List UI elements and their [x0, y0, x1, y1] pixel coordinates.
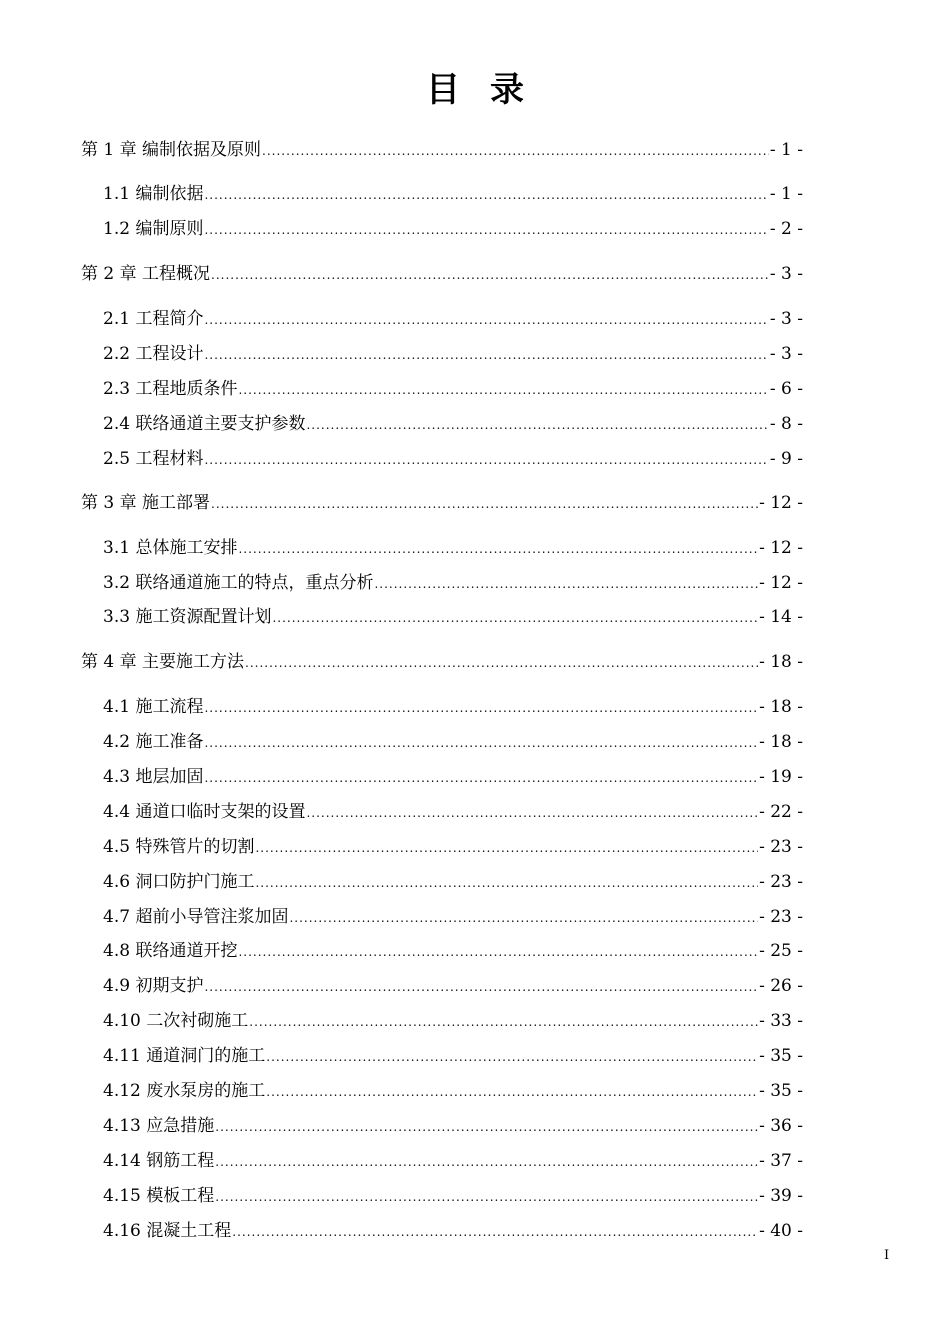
toc-section-entry[interactable] [103, 1045, 803, 1068]
toc-entry-page-number: - 3 - [769, 344, 803, 364]
toc-entry-page-number: - 1 - [769, 184, 803, 204]
toc-entry-page-number: - 26 - [759, 976, 803, 996]
toc-entry-page-number: - 18 - [759, 652, 803, 672]
toc-dot-leader [306, 414, 768, 436]
toc-section-entry[interactable] [103, 537, 803, 560]
toc-entry-label: 4.4 通道口临时支架的设置 [103, 802, 306, 822]
toc-entry-label: 4.10 二次衬砌施工 [103, 1011, 249, 1031]
toc-entry-page-number: - 23 - [759, 837, 803, 857]
toc-chapter-entry[interactable] [81, 651, 803, 674]
toc-entry-label: 4.14 钢筋工程 [103, 1151, 215, 1171]
title-char-2: 录 [490, 70, 524, 110]
toc-dot-leader [249, 1011, 758, 1033]
toc-entry-label: 2.2 工程设计 [103, 344, 204, 364]
page-number-footer: I [884, 1248, 890, 1263]
toc-entry-page-number: - 12 - [759, 573, 803, 593]
toc-entry-page-number: - 12 - [759, 538, 803, 558]
toc-section-entry[interactable] [103, 448, 803, 471]
toc-dot-leader [238, 941, 758, 963]
toc-dot-leader [262, 140, 769, 162]
toc-entry-label: 第 1 章 编制依据及原则 [81, 140, 262, 160]
toc-entry-label: 2.1 工程简介 [103, 309, 204, 329]
toc-entry-page-number: - 18 - [759, 697, 803, 717]
toc-dot-leader [374, 573, 758, 595]
toc-entry-label: 1.1 编制依据 [103, 184, 204, 204]
toc-dot-leader [238, 379, 768, 401]
toc-entry-page-number: - 3 - [769, 309, 803, 329]
toc-entry-label: 2.5 工程材料 [103, 449, 204, 469]
toc-entry-label: 第 3 章 施工部署 [81, 493, 211, 513]
toc-section-entry[interactable] [103, 836, 803, 859]
toc-entry-label: 4.11 通道洞门的施工 [103, 1046, 266, 1066]
toc-section-entry[interactable] [103, 1010, 803, 1033]
toc-entry-label: 4.13 应急措施 [103, 1116, 215, 1136]
toc-section-entry[interactable] [103, 606, 803, 629]
toc-dot-leader [238, 538, 758, 560]
toc-entry-label: 4.12 废水泵房的施工 [103, 1081, 266, 1101]
toc-dot-leader [204, 344, 768, 366]
toc-entry-label: 3.2 联络通道施工的特点，重点分析 [103, 573, 374, 593]
toc-dot-leader [204, 219, 768, 241]
toc-entry-page-number: - 25 - [759, 941, 803, 961]
toc-entry-page-number: - 33 - [759, 1011, 803, 1031]
toc-entry-label: 4.5 特殊管片的切割 [103, 837, 255, 857]
toc-dot-leader [255, 872, 758, 894]
toc-entry-page-number: - 35 - [759, 1046, 803, 1066]
toc-entry-label: 4.8 联络通道开挖 [103, 941, 238, 961]
toc-entry-label: 第 2 章 工程概况 [81, 264, 211, 284]
toc-section-entry[interactable] [103, 801, 803, 824]
toc-section-entry[interactable] [103, 906, 803, 929]
toc-entry-label: 4.16 混凝土工程 [103, 1221, 232, 1241]
toc-entry-label: 4.1 施工流程 [103, 697, 204, 717]
toc-dot-leader [204, 767, 758, 789]
toc-dot-leader [204, 976, 758, 998]
toc-entry-label: 1.2 编制原则 [103, 219, 204, 239]
toc-section-entry[interactable] [103, 1220, 803, 1243]
toc-dot-leader [204, 697, 758, 719]
toc-entry-page-number: - 19 - [759, 767, 803, 787]
toc-section-entry[interactable] [103, 766, 803, 789]
toc-entry-label: 4.6 洞口防护门施工 [103, 872, 255, 892]
toc-entry-page-number: - 6 - [769, 379, 803, 399]
toc-entry-page-number: - 8 - [769, 414, 803, 434]
toc-entry-label: 2.4 联络通道主要支护参数 [103, 414, 306, 434]
toc-section-entry[interactable] [103, 1115, 803, 1138]
toc-chapter-entry[interactable] [81, 139, 803, 162]
toc-dot-leader [272, 607, 758, 629]
title-char-1: 目 [426, 70, 460, 110]
toc-entry-page-number: - 2 - [769, 219, 803, 239]
toc-dot-leader [255, 837, 758, 859]
toc-entry-label: 4.3 地层加固 [103, 767, 204, 787]
toc-section-entry[interactable] [103, 572, 803, 595]
toc-section-entry[interactable] [103, 871, 803, 894]
toc-entry-label: 4.2 施工准备 [103, 732, 204, 752]
toc-dot-leader [289, 907, 758, 929]
toc-dot-leader [215, 1186, 758, 1208]
toc-section-entry[interactable] [103, 218, 803, 241]
toc-section-entry[interactable] [103, 975, 803, 998]
toc-dot-leader [204, 184, 768, 206]
toc-entry-label: 3.1 总体施工安排 [103, 538, 238, 558]
toc-dot-leader [306, 802, 758, 824]
toc-entry-label: 4.9 初期支护 [103, 976, 204, 996]
toc-entry-page-number: - 18 - [759, 732, 803, 752]
toc-dot-leader [211, 493, 758, 515]
toc-section-entry[interactable] [103, 696, 803, 719]
toc-entry-page-number: - 39 - [759, 1186, 803, 1206]
toc-entry-page-number: - 3 - [769, 264, 803, 284]
toc-section-entry[interactable] [103, 940, 803, 963]
toc-dot-leader [204, 732, 758, 754]
toc-entry-page-number: - 40 - [759, 1221, 803, 1241]
toc-section-entry[interactable] [103, 413, 803, 436]
toc-entry-page-number: - 14 - [759, 607, 803, 627]
toc-section-entry[interactable] [103, 343, 803, 366]
toc-section-entry[interactable] [103, 183, 803, 206]
toc-entry-page-number: - 9 - [769, 449, 803, 469]
toc-entry-label: 4.15 模板工程 [103, 1186, 215, 1206]
toc-dot-leader [245, 652, 758, 674]
toc-section-entry[interactable] [103, 1185, 803, 1208]
toc-dot-leader [215, 1151, 758, 1173]
toc-entry-page-number: - 35 - [759, 1081, 803, 1101]
toc-entry-label: 2.3 工程地质条件 [103, 379, 238, 399]
toc-dot-leader [266, 1046, 758, 1068]
toc-dot-leader [211, 264, 769, 286]
toc-section-entry[interactable] [103, 378, 803, 401]
toc-entry-page-number: - 22 - [759, 802, 803, 822]
toc-chapter-entry[interactable] [81, 492, 803, 515]
toc-dot-leader [232, 1221, 758, 1243]
toc-chapter-entry[interactable] [81, 263, 803, 286]
toc-section-entry[interactable] [103, 731, 803, 754]
toc-dot-leader [266, 1081, 758, 1103]
toc-entry-page-number: - 23 - [759, 907, 803, 927]
toc-entry-label: 第 4 章 主要施工方法 [81, 652, 245, 672]
toc-entry-page-number: - 1 - [769, 140, 803, 160]
toc-dot-leader [215, 1116, 758, 1138]
toc-entry-label: 4.7 超前小导管注浆加固 [103, 907, 289, 927]
toc-section-entry[interactable] [103, 308, 803, 331]
toc-entry-page-number: - 36 - [759, 1116, 803, 1136]
toc-dot-leader [204, 449, 768, 471]
toc-section-entry[interactable] [103, 1080, 803, 1103]
toc-section-entry[interactable] [103, 1150, 803, 1173]
toc-entry-page-number: - 12 - [759, 493, 803, 513]
toc-entry-page-number: - 23 - [759, 872, 803, 892]
toc-entry-label: 3.3 施工资源配置计划 [103, 607, 272, 627]
toc-dot-leader [204, 309, 768, 331]
toc-entry-page-number: - 37 - [759, 1151, 803, 1171]
